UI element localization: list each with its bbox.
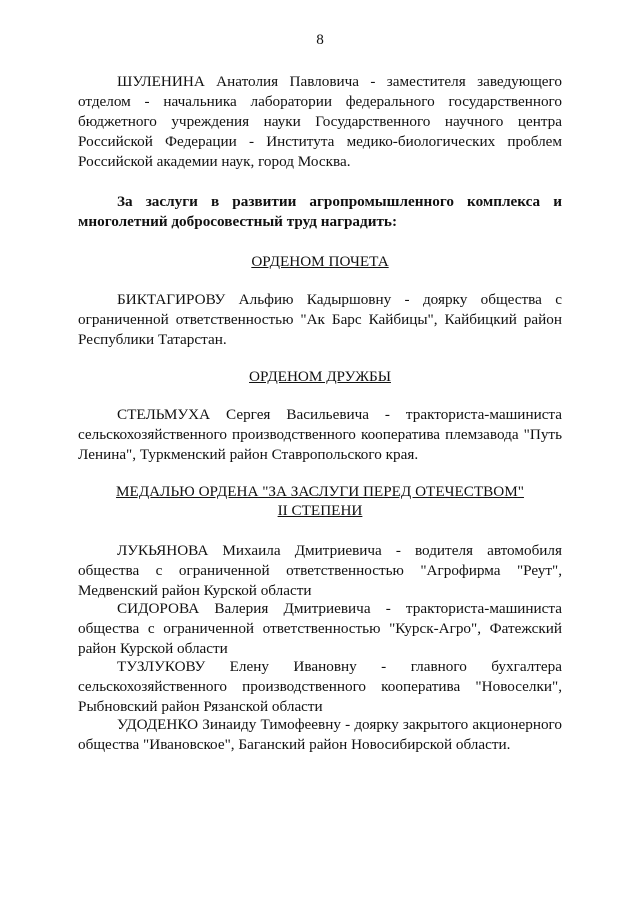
award-entry: БИКТАГИРОВУ Альфию Кадыршовну - доярку общества с ограниченной ответственностью "Ак Барс Кайбицы", Кайбицкий район Республики Татарстан. [78,291,562,348]
intro-paragraph: ШУЛЕНИНА Анатолия Павловича - заместителя заведующего отделом - начальника лаборатории федерального государственного бюджетного учреждения науки Государственного научного центра Российской Федерации - Института медико-биологических проблем Российской академии наук, город Москва. [78,73,562,170]
award-entry: ТУЗЛУКОВУ Елену Ивановну - главного бухгалтера сельскохозяйственного производственного кооператива "Новоселки", Рыбновский район Рязанской области [78,658,562,715]
page-number: 8 [316,31,324,48]
award-entry: УДОДЕНКО Зинаиду Тимофеевну - доярку закрытого акционерного общества "Ивановское", Баганский район Новосибирской области. [78,716,562,753]
award-entry: ЛУКЬЯНОВА Михаила Дмитриевича - водителя автомобиля общества с ограниченной ответственностью "Агрофирма "Реут", Медвенский район Курской области [78,542,562,599]
section-heading-order-of-honor: ОРДЕНОМ ПОЧЕТА [251,253,389,270]
award-entry: СТЕЛЬМУХА Сергея Васильевича - тракториста-машиниста сельскохозяйственного производственного кооператива племзавода "Путь Ленина", Туркменский район Ставропольского края. [78,406,562,463]
award-intro: За заслуги в развитии агропромышленного комплекса и многолетний добросовестный труд наградить: [78,193,562,230]
section-heading-medal: МЕДАЛЬЮ ОРДЕНА "ЗА ЗАСЛУГИ ПЕРЕД ОТЕЧЕСТВОМ" [116,483,524,500]
award-entry: СИДОРОВА Валерия Дмитриевича - тракториста-машиниста общества с ограниченной ответственностью "Курск-Агро", Фатежский район Курской области [78,600,562,657]
section-heading-order-of-friendship: ОРДЕНОМ ДРУЖБЫ [249,368,391,385]
section-heading-medal-degree: II СТЕПЕНИ [277,502,363,519]
